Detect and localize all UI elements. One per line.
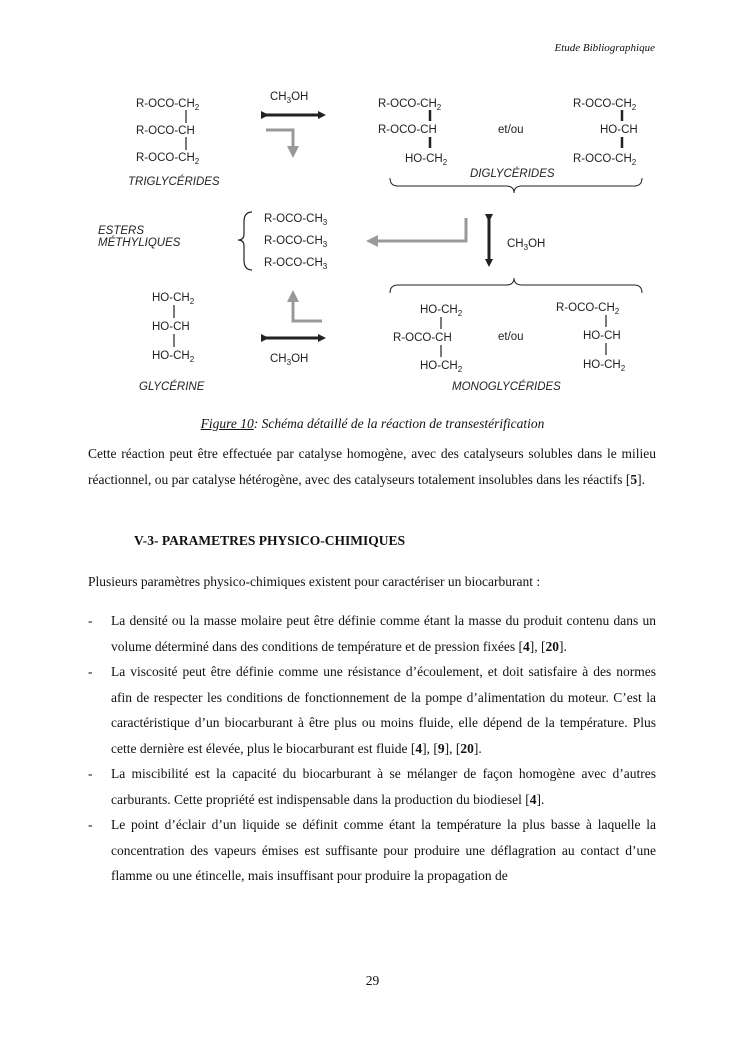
esters-label-line-1: ESTERS bbox=[98, 225, 145, 237]
running-header: Etude Bibliographique bbox=[554, 42, 655, 54]
diglycerides-brace bbox=[390, 178, 642, 193]
paragraph-end: ]. bbox=[637, 471, 646, 487]
paragraph-text: Cette réaction peut être effectuée par catalyse homogène, avec des catalyseurs solubles dans le milieu réactionnel, ou par catalyse hétérogène, avec des catalyseurs totalement insolubles dans les réactifs [ bbox=[88, 446, 656, 487]
glycerine-structure bbox=[139, 292, 205, 393]
methanol-bottom-label: $CH_3OH$ bbox=[270, 353, 309, 367]
diglyceride-right-line-2: HO-CH bbox=[600, 124, 638, 136]
esters-label-line-2: MÉTHYLIQUES bbox=[98, 237, 181, 249]
diglycerides-structure bbox=[378, 98, 642, 193]
diglyceride-left-line-2: R-OCO-CH bbox=[378, 124, 437, 136]
diglyceride-right-line-1: $R-OCO-CH_2$ bbox=[573, 98, 637, 112]
monoglyceride-right-line-3: $HO-CH_2$ bbox=[583, 359, 626, 373]
glycerine-line-2: HO-CH bbox=[152, 321, 190, 333]
glycerine-line-1: $HO-CH_2$ bbox=[152, 292, 195, 306]
grey-arrow-bottom bbox=[293, 296, 322, 321]
monoglyceride-left-line-1: $HO-CH_2$ bbox=[420, 304, 463, 318]
triglyceride-line-3: $R-OCO-CH_2$ bbox=[136, 152, 200, 166]
methyl-esters-structure bbox=[98, 212, 328, 271]
list-item-text: La miscibilité est la capacité du biocarburant à se mélanger de façon homogène avec d’autres carburants. Cette propriété est indispensable dans la production du biodiesel [ bbox=[111, 766, 656, 807]
ester-line-2: $R-OCO-CH_3$ bbox=[264, 235, 328, 249]
diglyceride-left-line-3: $HO-CH_2$ bbox=[405, 153, 448, 167]
triglycerides-structure bbox=[128, 98, 220, 188]
citation-ref: 4 bbox=[415, 740, 423, 756]
triglyceride-line-1: $R-OCO-CH_2$ bbox=[136, 98, 200, 112]
paragraph-catalysis bbox=[88, 441, 656, 492]
grey-arrow-middle bbox=[372, 218, 466, 241]
figure-caption-text: : Schéma détaillé de la réaction de transestérification bbox=[253, 416, 545, 431]
ester-line-3: $R-OCO-CH_3$ bbox=[264, 257, 328, 271]
diglyceride-connector: et/ou bbox=[498, 124, 524, 136]
monoglyceride-right-line-2: HO-CH bbox=[583, 330, 621, 342]
monoglycerides-label: MONOGLYCÉRIDES bbox=[452, 381, 561, 393]
list-item-viscosity: - La viscosité peut être définie comme une résistance d’écoulement, et doit satisfaire à des normes afin de respecter les conditions de fonctionnement de la pompe d’alimentation du moteur. C’est la caractéristique d’un biocarburant à être plus ou moins fluide, elle dépend de la température. Plus cette dernière est élevée, plus le biocarburant est fluide [4], [9], [20]. bbox=[88, 659, 656, 761]
parameter-list bbox=[88, 608, 656, 889]
list-item-text: La viscosité peut être définie comme une résistance d’écoulement, et doit satisfaire à des normes afin de respecter les conditions de fonctionnement de la pompe d’alimentation du moteur. C’est la caractéristique d’un biocarburant à être plus ou moins fluide, elle dépend de la température. Plus cette dernière est élevée, plus le biocarburant est fluide [ bbox=[111, 664, 656, 756]
section-heading: V-3- PARAMETRES PHYSICO-CHIMIQUES bbox=[134, 533, 406, 548]
monoglyceride-left-line-3: $HO-CH_2$ bbox=[420, 360, 463, 374]
citation-ref: 4 bbox=[523, 638, 530, 654]
monoglyceride-connector: et/ou bbox=[498, 331, 524, 343]
monoglycerides-brace bbox=[390, 278, 642, 293]
triglyceride-line-2: R-OCO-CH bbox=[136, 125, 195, 137]
glycerine-label: GLYCÉRINE bbox=[139, 381, 205, 393]
list-item-text: Le point d’éclair d’un liquide se définit comme étant la température la plus basse à laquelle la concentration des vapeurs émises est suffisante pour produire une déflagration au contact d’une flamme ou une étincelle, mais insuffisant pour produire la propagation de bbox=[111, 817, 656, 883]
citation-ref: 5 bbox=[630, 471, 638, 487]
citation-ref: 20 bbox=[545, 638, 559, 654]
esters-brace bbox=[238, 212, 252, 270]
methanol-top-label: $CH_3OH$ bbox=[270, 91, 309, 105]
list-item-flash-point bbox=[88, 812, 656, 889]
monoglyceride-right-line-1: $R-OCO-CH_2$ bbox=[556, 302, 620, 316]
grey-arrow-top bbox=[266, 130, 293, 152]
page-number: 29 bbox=[365, 973, 380, 988]
monoglyceride-left-line-2: R-OCO-CH bbox=[393, 332, 452, 344]
list-item-miscibility: - La miscibilité est la capacité du biocarburant à se mélanger de façon homogène avec d’autres carburants. Cette propriété est indispensable dans la production du biodiesel [4]. bbox=[88, 761, 656, 812]
monoglycerides-structure bbox=[390, 278, 642, 393]
ester-line-1: $R-OCO-CH_3$ bbox=[264, 213, 328, 227]
citation-ref: 20 bbox=[460, 740, 474, 756]
transesterification-scheme bbox=[0, 0, 745, 410]
list-item-text: La densité ou la masse molaire peut être définie comme étant la masse du produit contenu dans un volume déterminé dans des conditions de température et de pression fixées [ bbox=[111, 613, 656, 654]
citation-ref: 9 bbox=[437, 740, 445, 756]
citation-ref: 4 bbox=[529, 791, 537, 807]
list-item-density: - La densité ou la masse molaire peut être définie comme étant la masse du produit contenu dans un volume déterminé dans des conditions de température et de pression fixées [4], [20]. bbox=[88, 608, 656, 659]
methanol-middle-label: $CH_3OH$ bbox=[507, 238, 546, 252]
paragraph-intro: Plusieurs paramètres physico-chimiques existent pour caractériser un biocarburant : bbox=[88, 574, 541, 589]
diglycerides-label: DIGLYCÉRIDES bbox=[470, 168, 555, 180]
glycerine-line-3: $HO-CH_2$ bbox=[152, 350, 195, 364]
figure-number: Figure 10 bbox=[200, 416, 254, 431]
reaction-scheme-svg bbox=[0, 0, 745, 410]
triglycerides-label: TRIGLYCÉRIDES bbox=[128, 176, 220, 188]
figure-caption bbox=[0, 416, 745, 432]
diglyceride-right-line-3: $R-OCO-CH_2$ bbox=[573, 153, 637, 167]
diglyceride-left-line-1: $R-OCO-CH_2$ bbox=[378, 98, 442, 112]
